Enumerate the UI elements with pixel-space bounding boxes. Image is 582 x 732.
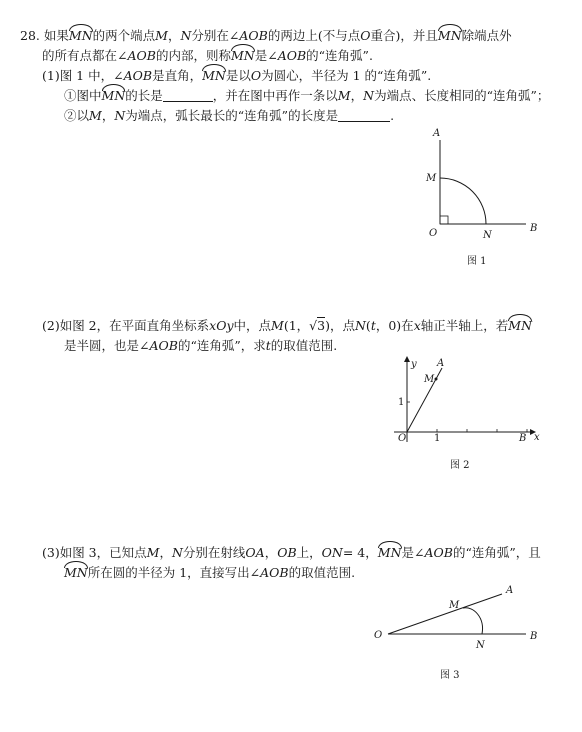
label-b: B [530, 223, 538, 234]
problem-number: 28. [20, 28, 40, 43]
text: ( [365, 318, 371, 333]
text: 是∠ [401, 545, 425, 560]
label-o-fig2: O [398, 433, 407, 444]
text: 的取值范围. [270, 338, 338, 353]
point-label: N [180, 28, 192, 43]
arc-mn: MN [68, 28, 93, 43]
angle-label: AOB [239, 28, 268, 43]
text: 是以 [225, 68, 251, 83]
text: 的所有点都在∠ [42, 48, 128, 63]
point-label: M [155, 28, 168, 43]
point-label: N [363, 88, 375, 103]
label-m-fig2: M [424, 374, 435, 385]
text: ，并在图中再作一条以 [212, 88, 338, 103]
segment-label: ON [321, 545, 343, 560]
text: ， [159, 545, 172, 560]
text: 中，点 [233, 318, 272, 333]
text: 的“连角弧”. [306, 48, 373, 63]
label-a-fig2: A [437, 358, 445, 369]
point-label: M [89, 108, 102, 123]
point-label: O [360, 28, 371, 43]
text: ， [350, 88, 364, 103]
text: 的内部，则称 [155, 48, 231, 63]
arc-mn: MN [230, 48, 255, 63]
text: 是∠ [254, 48, 278, 63]
text: ，0)在 [375, 318, 414, 333]
text: 所在圆的半径为 1，直接写出∠ [87, 565, 261, 580]
label-o: O [429, 228, 438, 239]
text: 的“连角弧”，且 [452, 545, 541, 560]
text: ， [101, 108, 115, 123]
label-b-fig2: B [519, 433, 527, 444]
text: 分别在射线 [182, 545, 246, 560]
variable: x [413, 318, 421, 333]
arc-mn-fig3 [463, 608, 483, 634]
label-1-x: 1 [434, 433, 441, 444]
ray-label: OB [277, 545, 297, 560]
label-m: M [426, 173, 437, 184]
text: 是半圆，也是∠ [64, 338, 150, 353]
text: 的两个端点 [92, 28, 156, 43]
text: 的两边上(不与点 [267, 28, 361, 43]
text: (3)如图 3，已知点 [42, 545, 147, 560]
variable: t [370, 318, 376, 333]
point-label: M [146, 545, 160, 560]
text: 重合)，并且 [370, 28, 438, 43]
text: (1)图 1 中，∠ [42, 68, 124, 83]
label-m-fig3: M [449, 600, 460, 611]
text: 的长是 [125, 88, 163, 103]
arc-mn: MN [64, 565, 88, 580]
point-label: M [337, 88, 351, 103]
math: xOy [209, 318, 234, 333]
ray-oa-fig3 [388, 594, 502, 634]
text: )，点 [325, 318, 355, 333]
arc-mn: MN [101, 88, 126, 103]
angle-label: AOB [424, 545, 453, 560]
text: (1， [283, 318, 310, 333]
text: 轴正半轴上，若 [420, 318, 509, 333]
text: = 4， [342, 545, 378, 560]
arc-mn: MN [202, 68, 226, 83]
text: 如果 [43, 28, 69, 43]
text: ， [264, 545, 278, 560]
point-label: O [250, 68, 262, 83]
figure-3-caption: 图 3 [440, 670, 460, 681]
label-1-y: 1 [398, 397, 405, 408]
text: ①图中 [64, 88, 102, 103]
label-b-fig3: B [530, 631, 538, 642]
text: 为圆心，半径为 1 的“连角弧”. [261, 68, 432, 83]
angle-label: AOB [149, 338, 178, 353]
text: ， [167, 28, 181, 43]
angle-label: AOB [277, 48, 307, 63]
point-label: N [114, 108, 126, 123]
text: 为端点，弧长最长的“连角弧”的长度是 [125, 108, 339, 123]
label-n-fig3: N [476, 640, 485, 651]
label-a: A [433, 128, 441, 139]
figure-1-caption: 图 1 [467, 256, 487, 267]
angle-label: AOB [260, 565, 289, 580]
label-n: N [483, 230, 492, 241]
text: 为端点、长度相同的“连角弧”； [374, 88, 550, 103]
text: 的取值范围. [288, 565, 356, 580]
arc-mn: MN [508, 318, 533, 333]
label-y: y [411, 359, 417, 370]
text: 的“连角弧”，求 [177, 338, 266, 353]
text: 分别在∠ [191, 28, 240, 43]
label-o-fig3: O [374, 630, 383, 641]
text: ②以 [64, 108, 90, 123]
angle-label: AOB [123, 68, 153, 83]
label-x: x [534, 432, 540, 443]
ray-label: OA [245, 545, 265, 560]
figure-2-caption: 图 2 [450, 460, 470, 471]
point-label: M [271, 318, 284, 333]
text: . [390, 108, 395, 123]
text: 除端点外 [461, 28, 512, 43]
point-label: N [171, 545, 183, 560]
variable: t [265, 338, 271, 353]
arc-mn: MN [437, 28, 462, 43]
angle-label: AOB [127, 48, 156, 63]
sqrt-value: 3 [317, 318, 326, 333]
label-a-fig3: A [506, 585, 514, 596]
point-label: N [354, 318, 366, 333]
text: 上， [296, 545, 322, 560]
text: 是直角， [152, 68, 203, 83]
text: (2)如图 2，在平面直角坐标系 [42, 318, 210, 333]
arc-mn: MN [377, 545, 402, 560]
sqrt-sign: √ [309, 318, 318, 333]
